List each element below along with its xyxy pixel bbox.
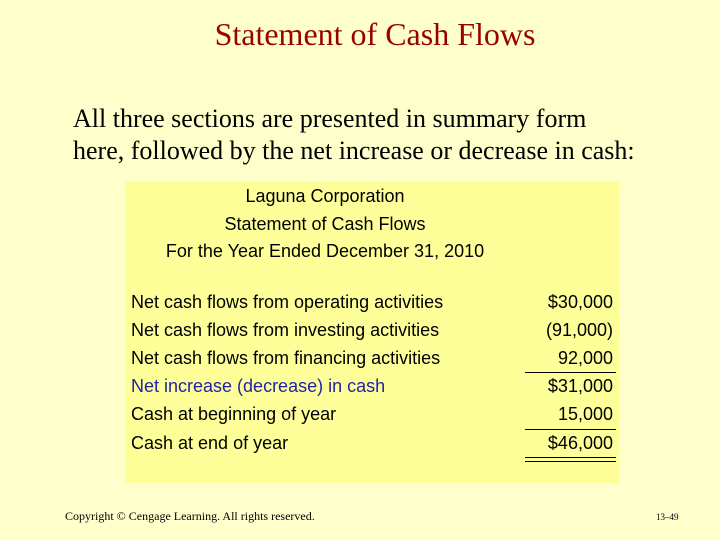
row-investing-label: Net cash flows from investing activities [131,320,440,340]
row-net-change-label: Net increase (decrease) in cash [131,376,386,396]
row-net-change-value: $31,000 [547,376,613,396]
copyright-notice: Copyright © Cengage Learning. All rights reserved. [65,509,315,523]
subtotal-rule [525,372,616,373]
slide-title: Statement of Cash Flows [214,16,536,52]
slide-number: 13–49 [656,512,679,522]
row-ending-cash-value: $46,000 [547,433,613,453]
statement-period: For the Year Ended December 31, 2010 [165,241,485,261]
total-rule [525,429,616,430]
row-beginning-cash-label: Cash at beginning of year [131,404,337,424]
row-investing-value: (91,000) [545,320,613,340]
row-operating-value: $30,000 [547,292,613,312]
intro-line-2: here, followed by the net increase or decrease in cash: [73,136,635,165]
row-financing-label: Net cash flows from financing activities [131,348,441,368]
row-operating-label: Net cash flows from operating activities [131,292,444,312]
double-underline-bottom [525,461,616,462]
intro-text [73,103,693,167]
statement-name: Statement of Cash Flows [224,214,426,234]
cash-flow-statement [125,181,619,483]
intro-line-1: All three sections are presented in summary form [73,104,587,133]
double-underline-top [525,457,616,458]
row-ending-cash-label: Cash at end of year [131,433,289,453]
row-financing-value: 92,000 [557,348,613,368]
row-beginning-cash-value: 15,000 [557,404,613,424]
statement-company: Laguna Corporation [245,186,405,206]
